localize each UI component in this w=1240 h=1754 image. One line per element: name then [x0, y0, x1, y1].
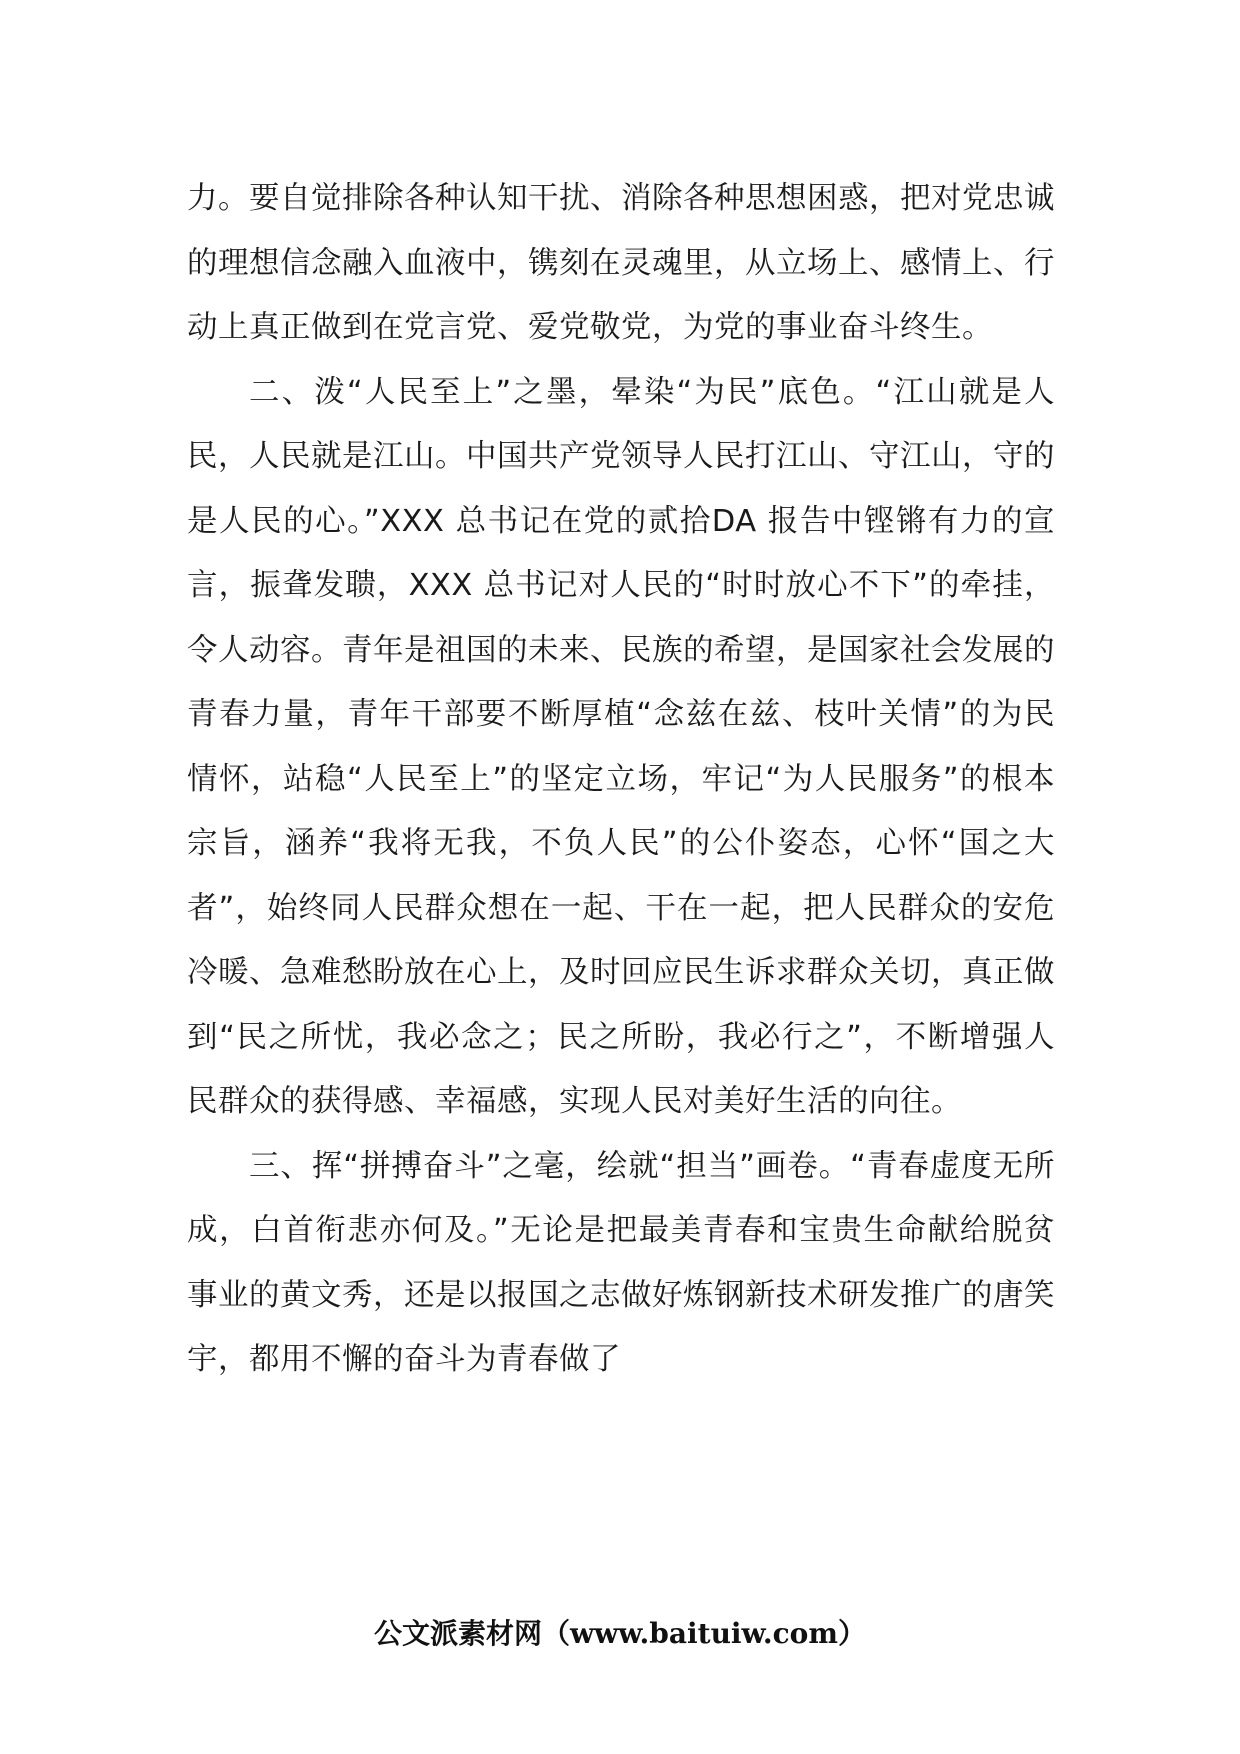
paragraph-continuation: 力。要自觉排除各种认知干扰、消除各种思想困惑，把对党忠诚的理想信念融入血液中，镌刻在灵魂里，从立场上、感情上、行动上真正做到在党言党、爱党敬党，为党的事业奋斗终生。: [187, 181, 1055, 345]
paragraph-section-three: 三、挥“拼搏奋斗”之毫，绘就“担当”画卷。“青春虚度无所成，白首衔悲亦何及。”无论是把最美青春和宝贵生命献给脱贫事业的黄文秀，还是以报国之志做好炼钢新技术研发推广的唐笑宇，都用不懈的奋斗为青春做了: [187, 1148, 1055, 1377]
paragraph-section-two: 二、泼“人民至上”之墨，晕染“为民”底色。“江山就是人民，人民就是江山。中国共产党领导人民打江山、守江山，守的是人民的心。”XXX 总书记在党的贰拾DA 报告中铿锵有力的宣言，振聋发聩，XXX 总书记对人民的“时时放心不下”的牵挂，令人动容。青年是祖国的未来、民族的希望，是国家社会发展的青春力量，青年干部要不断厚植“念兹在兹、枝叶关情”的为民情怀，站稳“人民至上”的坚定立场，牢记“为人民服务”的根本宗旨，涵养“我将无我，不负人民”的公仆姿态，心怀“国之大者”，始终同人民群众想在一起、干在一起，把人民群众的安危冷暖、急难愁盼放在心上，及时回应民生诉求群众关切，真正做到“民之所忧，我必念之；民之所盼，我必行之”，不断增强人民群众的获得感、幸福感，实现人民对美好生活的向往。: [187, 374, 1055, 1119]
footer-watermark: 公文派素材网（www.baituiw.com）: [374, 1617, 866, 1650]
document-body: [187, 167, 1055, 1393]
